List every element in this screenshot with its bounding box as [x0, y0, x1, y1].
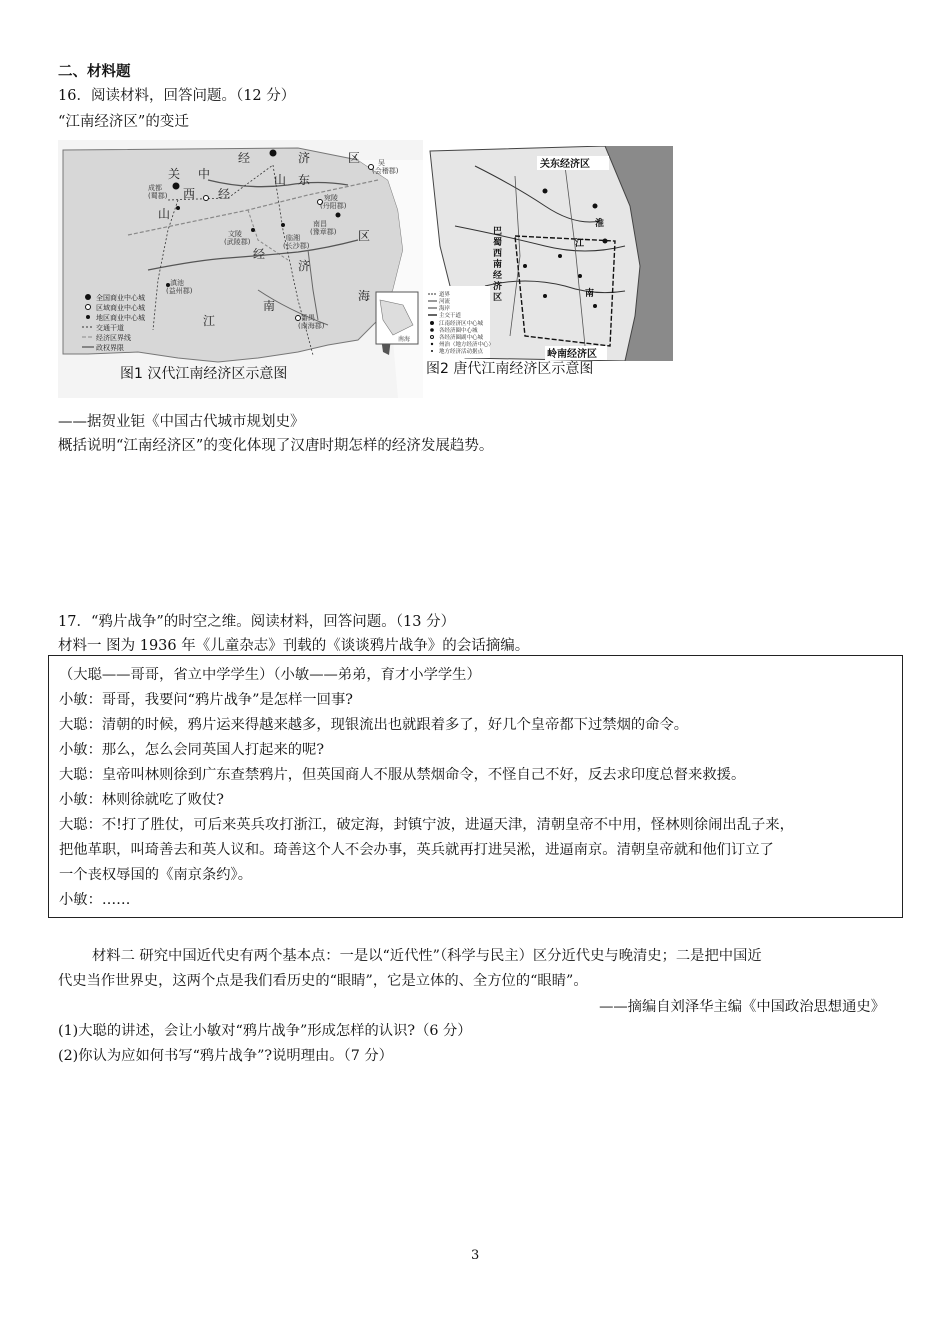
dialogue-line: 大聪：清朝的时候，鸦片运来得越来越多，现银流出也就跟着多了，好几个皇帝都下过禁烟的命令。	[59, 717, 689, 733]
svg-text:东: 东	[298, 173, 311, 187]
svg-text:(长沙郡): (长沙郡)	[283, 242, 310, 250]
svg-text:区域商业中心城: 区域商业中心城	[96, 304, 145, 312]
svg-text:江: 江	[575, 239, 585, 249]
svg-text:番禺: 番禺	[301, 314, 315, 322]
svg-text:交通干道: 交通干道	[96, 324, 124, 332]
svg-text:济: 济	[298, 151, 311, 165]
tang-map-drawing	[425, 146, 673, 361]
svg-text:州治（地方经济中心）: 州治（地方经济中心）	[439, 342, 495, 348]
svg-text:经: 经	[493, 271, 503, 281]
svg-text:南海: 南海	[398, 336, 411, 343]
q17-sub2: (2)你认为应如何书写“鸦片战争”?说明理由。（7 分）	[58, 1048, 393, 1064]
q17-prompt: 17．“鸦片战争”的时空之维。阅读材料，回答问题。（13 分）	[58, 614, 456, 630]
dialogue-line: 小敏：林则徐就吃了败仗?	[59, 792, 224, 808]
dialogue-line: 把他革职，叫琦善去和英人议和。琦善这个人不会办事，英兵就再打进吴淞，进逼南京。清朝皇帝就和他们订立了	[59, 842, 774, 858]
svg-text:关: 关	[168, 167, 181, 181]
svg-text:海岸: 海岸	[439, 306, 451, 312]
dialogue-line: （大聪——哥哥，省立中学学生）（小敏——弟弟，育才小学学生）	[59, 667, 481, 683]
dialogue-line: 小敏：那么，怎么会同英国人打起来的呢?	[59, 742, 325, 758]
fig1-caption: 图1 汉代江南经济区示意图	[120, 366, 288, 382]
svg-text:吴: 吴	[378, 159, 385, 167]
svg-text:道界: 道界	[439, 292, 451, 298]
svg-text:经济区界线: 经济区界线	[96, 334, 131, 342]
svg-text:文陵: 文陵	[228, 230, 242, 238]
svg-text:山: 山	[158, 207, 171, 221]
q16-source: ——据贺业钜《中国古代城市规划史》	[58, 414, 305, 430]
tang-map	[425, 146, 673, 391]
svg-text:经: 经	[253, 247, 266, 261]
q16-question: 概括说明“江南经济区”的变化体现了汉唐时期怎样的经济发展趋势。	[58, 438, 494, 454]
svg-text:经: 经	[238, 151, 251, 165]
svg-text:淮: 淮	[595, 219, 605, 229]
q17-sub1: (1)大聪的讲述，会让小敏对“鸦片战争”形成怎样的认识?（6 分）	[58, 1023, 472, 1039]
svg-text:区: 区	[348, 151, 361, 165]
section-title: 二、材料题	[58, 63, 131, 80]
svg-text:(豫章郡): (豫章郡)	[310, 228, 337, 236]
svg-text:成都: 成都	[148, 184, 162, 192]
dialogue-line: 大聪：不!打了胜仗，可后来英兵攻打浙江，破定海，封镇宁波，进逼天津，清朝皇帝不中用，怪林则徐闹出乱子来，	[59, 817, 794, 833]
svg-text:山: 山	[274, 173, 287, 187]
svg-text:南: 南	[585, 289, 595, 299]
svg-text:西: 西	[493, 249, 503, 259]
dialogue-line: 小敏：……	[59, 892, 131, 908]
svg-text:各经济圈中心城: 各经济圈中心城	[439, 328, 478, 334]
svg-text:江: 江	[203, 314, 216, 328]
svg-text:政权界限: 政权界限	[96, 344, 124, 352]
svg-text:(南海郡): (南海郡)	[298, 322, 325, 330]
page-number: 3	[471, 1248, 480, 1263]
svg-text:济: 济	[298, 259, 311, 273]
svg-text:海: 海	[358, 289, 371, 303]
svg-text:全国商业中心城: 全国商业中心城	[96, 294, 145, 302]
svg-text:地方经济活动据点: 地方经济活动据点	[439, 349, 484, 355]
q17-material1-intro: 材料一 图为 1936 年《儿童杂志》刊载的《谈谈鸦片战争》的会话摘编。	[58, 638, 530, 654]
svg-text:区: 区	[493, 293, 503, 303]
svg-text:(会稽郡): (会稽郡)	[372, 167, 399, 175]
map-figures	[58, 140, 673, 398]
svg-text:临湘: 临湘	[286, 234, 300, 242]
material2-line2: 代史当作世界史，这两个点是我们看历史的“眼睛”，它是立体的、全方位的“眼睛”。	[58, 973, 588, 989]
svg-text:(益州郡): (益州郡)	[166, 287, 193, 295]
svg-text:(丹阳郡): (丹阳郡)	[320, 202, 347, 210]
svg-text:南: 南	[263, 299, 276, 313]
svg-text:(蜀郡): (蜀郡)	[148, 192, 168, 200]
svg-text:西: 西	[183, 187, 196, 201]
svg-text:(武陵郡): (武陵郡)	[224, 238, 251, 246]
material2-source: ——摘编自刘泽华主编《中国政治思想通史》	[599, 999, 885, 1015]
han-map-drawing	[58, 140, 423, 398]
svg-text:济: 济	[493, 282, 503, 292]
svg-text:主交干道: 主交干道	[439, 313, 462, 319]
svg-text:南昌: 南昌	[313, 220, 327, 228]
svg-text:巴: 巴	[493, 227, 503, 237]
svg-text:关东经济区: 关东经济区	[540, 159, 590, 170]
svg-text:区: 区	[358, 229, 371, 243]
svg-text:经: 经	[218, 187, 231, 201]
svg-text:地区商业中心城: 地区商业中心城	[96, 314, 145, 322]
svg-text:南: 南	[493, 260, 503, 270]
q16-prompt: 16．阅读材料，回答问题。（12 分）	[58, 88, 296, 104]
han-map	[58, 140, 423, 398]
svg-text:中: 中	[198, 167, 211, 181]
dialogue-line: 一个丧权辱国的《南京条约》。	[59, 867, 253, 883]
dialogue-line: 小敏：哥哥，我要问“鸦片战争”是怎样一回事?	[59, 692, 353, 708]
fig2-caption: 图2 唐代江南经济区示意图	[426, 361, 594, 377]
dialogue-box	[48, 655, 903, 918]
svg-text:宛陵: 宛陵	[324, 194, 338, 202]
svg-text:各经济圈副中心城: 各经济圈副中心城	[439, 335, 484, 341]
material2-line1: 材料二 研究中国近代史有两个基本点：一是以“近代性”（科学与民主）区分近代史与晚清史；二是把中国近	[92, 948, 762, 964]
svg-text:河流: 河流	[439, 299, 451, 305]
dialogue-line: 大聪：皇帝叫林则徐到广东查禁鸦片，但英国商人不服从禁烟命令，不怪自己不好，反去求印度总督来救援。	[59, 767, 746, 783]
svg-text:岭南经济区: 岭南经济区	[547, 349, 597, 360]
q16-subtitle: “江南经济区”的变迁	[58, 114, 189, 130]
svg-text:江南经济区中心城: 江南经济区中心城	[439, 321, 484, 327]
svg-text:蜀: 蜀	[493, 238, 503, 248]
svg-text:滇池: 滇池	[170, 279, 184, 287]
